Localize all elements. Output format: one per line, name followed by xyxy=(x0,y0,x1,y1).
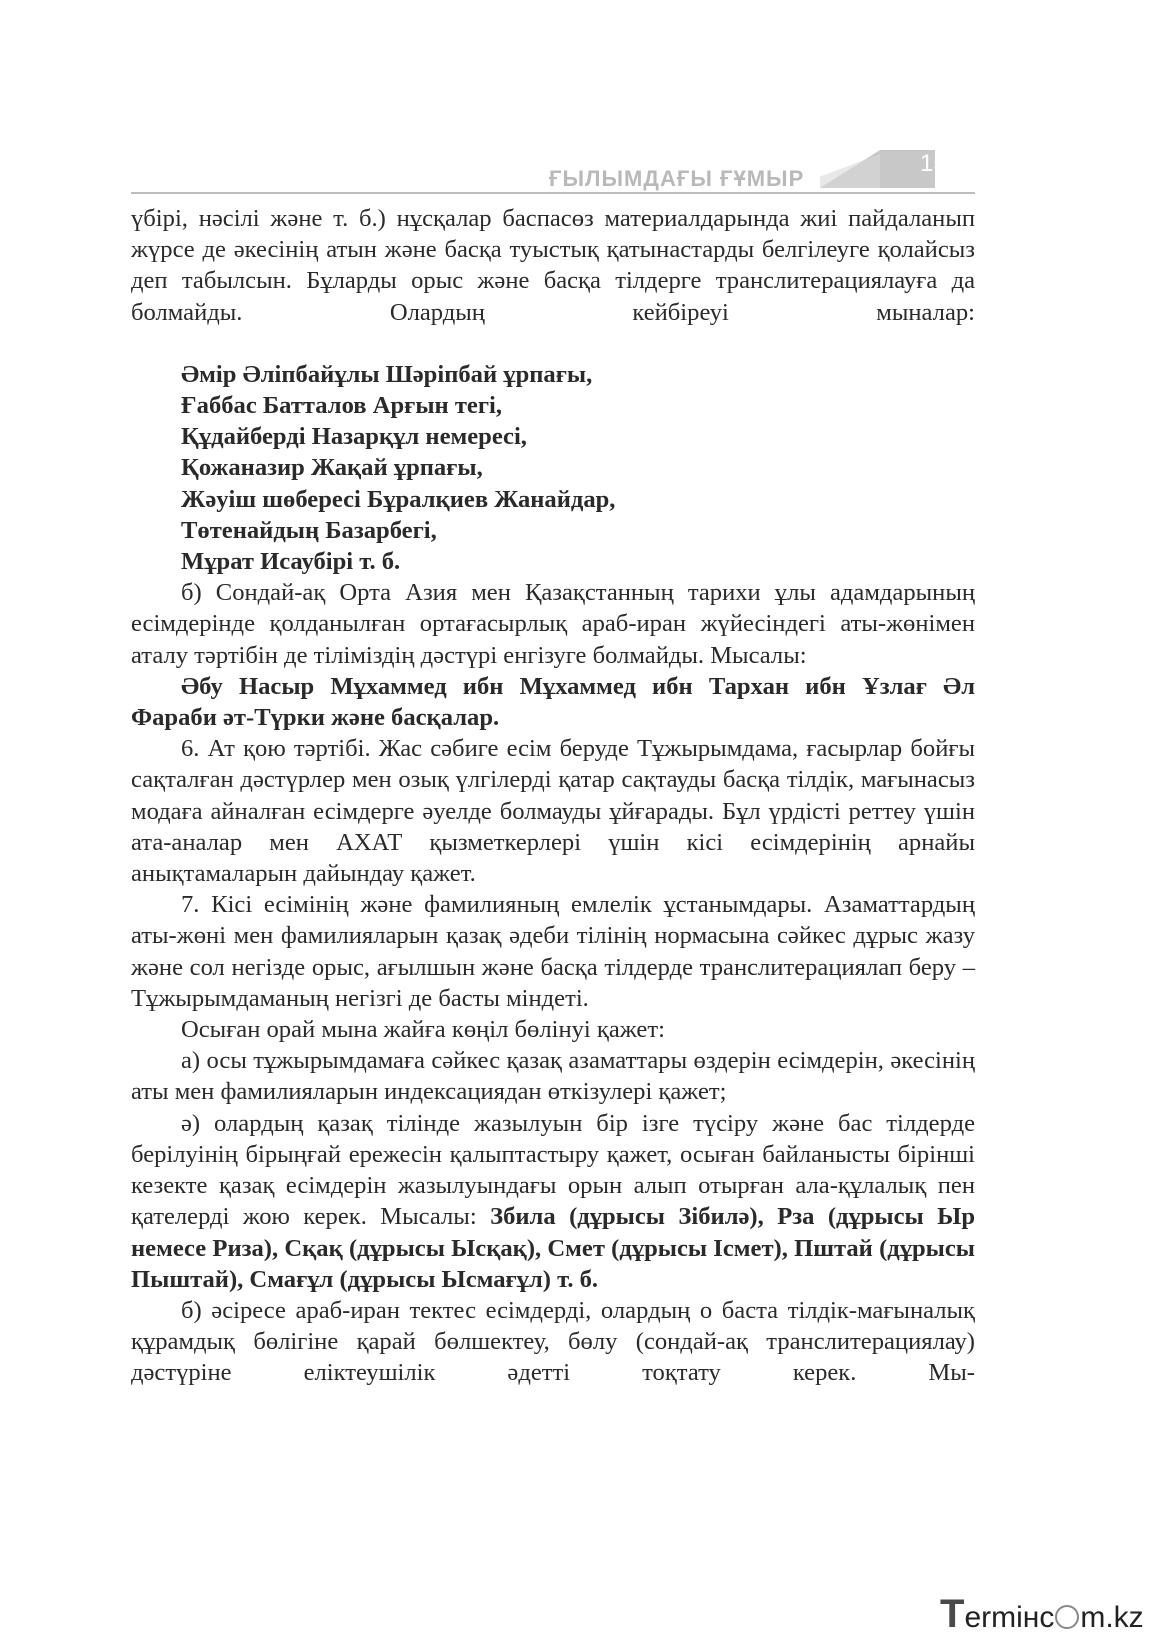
body-text xyxy=(131,203,975,1389)
name-example: Құдайберді Назарқұл немересі, xyxy=(181,423,527,451)
paragraph-7: 7. Кісі есімінің және фамилияның емлелік ұстанымдары. Азаматтардың аты-жөні мен фамилияларын қазақ әдеби тілінің нормасына сәйкес дұрыс жазу және сол негізде орыс, ағылшын және басқа тілдерде транслитерациялап беру – Тұжырымдаманың негізгі де басты міндеті. xyxy=(131,891,975,1012)
name-example: Мұрат Исаубірі т. б. xyxy=(181,548,401,576)
running-header xyxy=(0,0,1158,200)
paragraph-6: 6. Ат қою тәртібі. Жас сәбиге есім беруде Тұжырымдама, ғасырлар бойғы сақталған дәстүрлер мен озық үлгілерді қатар сақтауды басқа тілдік, мағынасыз модаға айналған есімдерге әуелде болмауды ұйғарады. Бұл үрдісті реттеу үшін ата-аналар мен АХАТ қызметкерлері үшін кісі есімдерінің арнайы анықтамаларын дайындау қажет. xyxy=(131,735,975,888)
paragraph-b2: б) әсіресе араб-иран тектес есімдерді, олардың о баста тілдік-мағыналық құрамдық бөлігіне қарай бөлшектеу, бөлу (сондай-ақ транслитерациялау) дәстүріне еліктеушілік әдетті тоқтату керек. Мы- xyxy=(131,1296,975,1387)
name-example: Төтенайдың Базарбегі, xyxy=(181,516,437,544)
header-rule xyxy=(131,192,975,194)
paragraph-a: а) осы тұжырымдамаға сәйкес қазақ азаматтары өздерін есімдерін, әкесінің аты мен фамилияларын индексациядан өткізулері қажет; xyxy=(131,1047,975,1106)
name-example: Қожаназир Жақай ұрпағы, xyxy=(181,454,483,482)
paragraph-ae-examples: Збила (дұрысы Зібилә), Рза (дұрысы Ыр немесе Риза), Сқақ (дұрысы Ысқақ), Смет (дұрысы Ісмет), Пштай (дұрысы Пыштай), Смағұл (дұрысы Ысмағұл) т. б. xyxy=(131,1203,976,1293)
name-example: Жәуіш шөбересі Бұралқиев Жанайдар, xyxy=(181,485,616,513)
page-number: 153 xyxy=(919,150,961,177)
paragraph-attention: Осыған орай мына жайға көңіл бөлінуі қажет: xyxy=(181,1016,665,1044)
paragraph-ae xyxy=(131,1108,975,1295)
watermark-text-1: ermінc xyxy=(964,1601,1055,1634)
watermark-t: T xyxy=(940,1592,965,1636)
watermark-o-circle-icon xyxy=(1055,1605,1079,1629)
watermark-text-2: m.kz xyxy=(1080,1601,1144,1634)
paragraph-ae-text: ә) олардың қазақ тілінде жазылуын бір ізге түсіру және бас тілдерде берілуінің бірыңғай ережесін қалыптастыру қажет, осыған байланысты бірінші кезекте қазақ есімдерін жазылуындағы орын алып отырған ала-құлалық пен қателерді жою керек. Мысалы: xyxy=(131,1109,975,1231)
name-example: Ғаббас Батталов Арғын тегі, xyxy=(181,392,502,420)
paragraph-farabi: Әбу Насыр Мұхаммед ибн Мұхаммед ибн Тархан ибн Ұзлағ Әл Фараби әт-Түрки және басқалар. xyxy=(131,672,975,732)
name-examples-list xyxy=(131,359,975,577)
termincom-watermark xyxy=(940,1592,1144,1637)
running-title: ҒЫЛЫМДАҒЫ ҒҰМЫР xyxy=(549,166,805,191)
name-example: Әмір Әліпбайұлы Шәріпбай ұрпағы, xyxy=(181,360,593,388)
paragraph-b: б) Сондай-ақ Орта Азия мен Қазақстанның тарихи ұлы адамдарының есімдерінде қолданылған ортағасырлық араб-иран жүйесіндегі аты-жөнімен аталу тәртібін де тіліміздің дәстүрі енгізуге болмайды. Мысалы: xyxy=(131,579,975,669)
paragraph-intro: үбірі, нәсілі және т. б.) нұсқалар баспасөз материалдарында жиі пайдаланып жүрсе де әкесінің атын және басқа туыстық қатынастарды белгілеуге қолайсыз деп табылсын. Бұларды орыс және басқа тілдерге транслитерациялауға да болмайды. Олардың кейбіреуі мыналар: xyxy=(131,205,975,326)
